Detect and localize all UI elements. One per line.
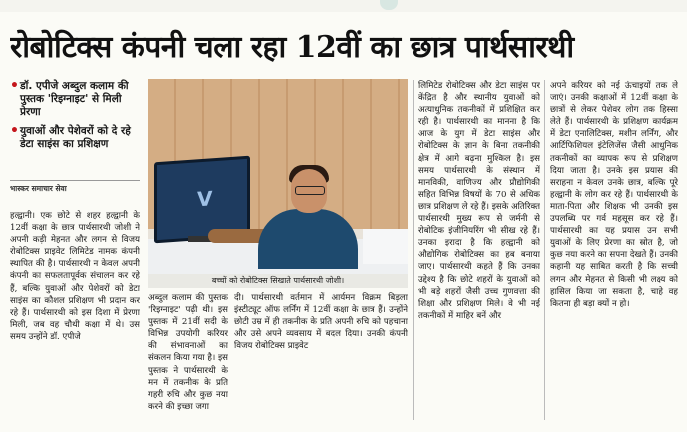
subhead-2: • युवाओं और पेशेवरों को दे रहे डेटा साइंस का प्रशिक्षण <box>10 125 140 151</box>
column-2 <box>148 292 228 426</box>
headline: रोबोटिक्स कंपनी चला रहा 12वीं का छात्र पार्थसारथी <box>10 30 574 65</box>
byline: भास्कर समाचार सेवा <box>10 180 140 194</box>
photo-caption: बच्चों को रोबोटिक्स सिखाते पार्थसारथी जोशी। <box>148 274 408 288</box>
column-4-text: लिमिटेड रोबोटिक्स और डेटा साइंस पर केंद्रित है और स्थानीय युवाओं को अत्याधुनिक तकनीकों में प्रशिक्षित कर रही है। पार्थसारथी का मानना है कि आज के युग में डेटा साइंस और रोबोटिक्स के ज्ञान के बिना तकनीकी क्षेत्र में आगे बढ़ना मुश्किल है। इस समय पार्थसारथी के संस्थान में मानविकी, वाणिज्य और प्रौद्योगिकी सहित विभिन्न विषयों के 70 से अधिक छात्र प्रशिक्षण ले रहे हैं। इसके अतिरिक्त पार्थसारथी मुख्य रूप से जर्मनी से रोबोटिक इंजीनियरिंग भी सीख रहे हैं। उनका इरादा है कि हल्द्वानी को औद्योगिक रोबोटिक्स का हब बनाया जाए। पार्थसारथी कहते हैं कि उनका उद्देश्य है कि छोटे शहरों के युवाओं को भी बड़े शहरों जैसी उच्च गुणवत्ता की शिक्षा और प्रशिक्षण मिले। वे भी नई तकनीकों में माहिर बनें और <box>418 81 540 321</box>
column-1 <box>10 210 140 426</box>
column-4 <box>418 80 540 426</box>
subheads <box>10 80 140 157</box>
white-box <box>363 229 408 264</box>
column-2-text: अब्दुल कलाम की पुस्तक 'रिइग्नाइट' पढ़ी थी। इस पुस्तक में 21वीं सदी के विभिन्न उपयोगी करियर की संभावनाओं का संकलन किया गया है। इस पुस्तक ने पार्थसारथी के मन में तकनीक के प्रति गहरी रुचि और कुछ नया करने की इच्छा जगा <box>148 293 228 412</box>
student-figure <box>258 209 358 269</box>
article-photo <box>148 79 408 274</box>
subhead-1: • डॉ. एपीजे अब्दुल कलाम की पुस्तक 'रिइग्नाइट' से मिली प्रेरणा <box>10 80 140 119</box>
decorative-mark <box>380 0 398 10</box>
column-rule <box>544 80 545 420</box>
column-5-text: अपने करियर को नई ऊंचाइयों तक ले जाएं। उनकी कक्षाओं में 12वीं कक्षा के छात्रों से लेकर पेशेवर लोग तक हिस्सा लेते हैं। पार्थसारथी के प्रशिक्षण कार्यक्रम में डेटा एनालिटिक्स, मशीन लर्निंग, और आर्टिफिशियल इंटेलिजेंस जैसी आधुनिक तकनीकों का व्यापक रूप से प्रशिक्षण दिया जाता है। उनके इस प्रयास की सराहना न केवल उनके छात्र, बल्कि पूरे हल्द्वानी के लोग कर रहे हैं। पार्थसारथी के माता-पिता और शिक्षक भी उनकी इस उपलब्धि पर गर्व महसूस कर रहे हैं। पार्थसारथी का यह प्रयास उन सभी युवाओं के लिए प्रेरणा का स्रोत है, जो कुछ नया करने का सपना देखते हैं। उनकी कहानी यह साबित करती है कि सच्ची लगन और मेहनत से किसी भी लक्ष्य को हासिल किया जा सकता है, चाहे वह कितना ही बड़ा क्यों न हो। <box>550 81 678 309</box>
monitor-logo-icon: V <box>197 186 213 212</box>
student-glasses <box>295 186 325 195</box>
column-1-text: हल्द्वानी। एक छोटे से शहर हल्द्वानी के 12वीं कक्षा के छात्र पार्थसारथी जोशी ने अपनी कड़ी मेहनत और लगन से विजय रोबोटिक्स प्राइवेट लिमिटेड नामक कंपनी स्थापित की है। पार्थसारथी न केवल अपनी कंपनी का सफलतापूर्वक संचालन कर रहे हैं, बल्कि युवाओं और पेशेवरों को डेटा साइंस का कौशल प्रशिक्षण भी प्रदान कर रहे हैं। पार्थसारथी को इस दिशा में प्रेरणा मिली, जब वह चौथी कक्षा में थे। उस समय उन्होंने डॉ. एपीजे <box>10 211 140 342</box>
column-3 <box>234 292 408 426</box>
column-3-text: दी। पार्थसारथी वर्तमान में आर्यमन विक्रम बिड़ला इंस्टीट्यूट ऑफ लर्निंग में 12वीं कक्षा के छात्र हैं। उन्होंने छोटी उम्र में ही तकनीक के प्रति अपनी रुचि को पहचाना और उसे अपने व्यवसाय में बदल दिया। उनकी कंपनी विजय रोबोटिक्स प्राइवेट <box>234 293 408 352</box>
column-rule <box>413 80 414 420</box>
column-5 <box>550 80 678 426</box>
top-strip <box>0 0 687 12</box>
